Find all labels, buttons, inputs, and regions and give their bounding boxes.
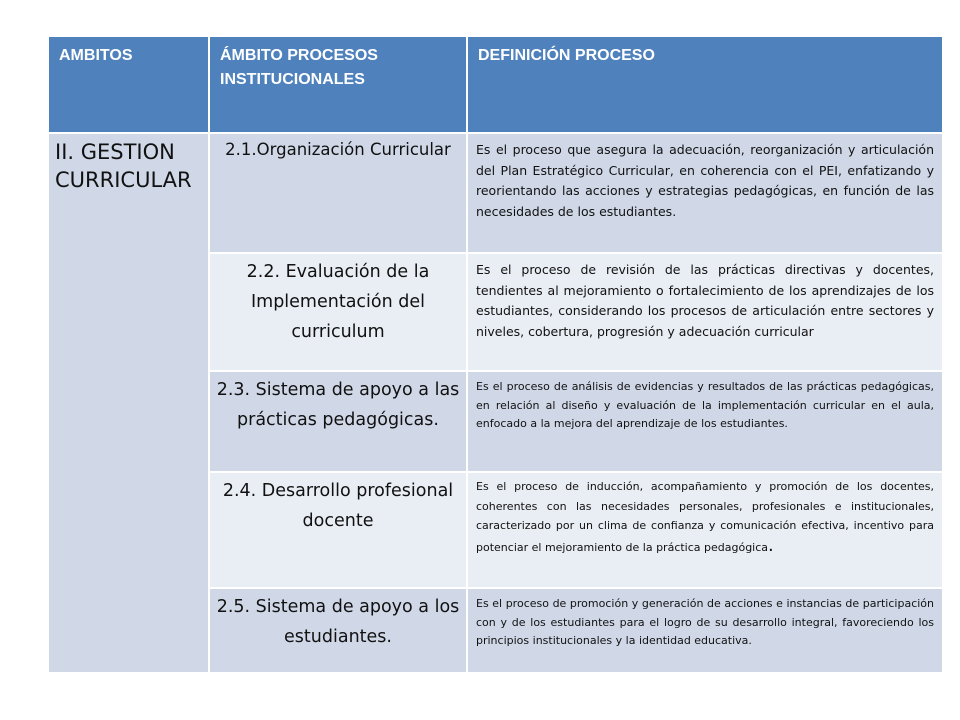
process-definition: Es el proceso de promoción y generación de acciones e instancias de participación con y de los estudiantes para el logro de su desarrollo integral, favoreciendo los principios institucionales y la identidad educativa. bbox=[467, 588, 943, 673]
process-name: 2.1.Organización Curricular bbox=[209, 133, 467, 253]
process-definition: Es el proceso que asegura la adecuación, reorganización y articulación del Plan Estratégico Curricular, en coherencia con el PEI, enfatizando y reorientando las acciones y estrategias pedagógicas, en función de las necesidades de los estudiantes. bbox=[467, 133, 943, 253]
table-header-row bbox=[48, 36, 943, 133]
ambito-gestion-curricular: II. GESTION CURRICULAR bbox=[48, 133, 209, 673]
definition-end-period: . bbox=[768, 534, 774, 556]
process-name: 2.5. Sistema de apoyo a los estudiantes. bbox=[209, 588, 467, 673]
header-ambito-procesos: ÁMBITO PROCESOS INSTITUCIONALES bbox=[209, 36, 467, 133]
process-name: 2.4. Desarrollo profesional docente bbox=[209, 472, 467, 588]
header-definicion-proceso: DEFINICIÓN PROCESO bbox=[467, 36, 943, 133]
process-name: 2.3. Sistema de apoyo a las prácticas pedagógicas. bbox=[209, 371, 467, 472]
process-definition bbox=[467, 472, 943, 588]
gestion-curricular-table bbox=[47, 35, 944, 674]
header-ambitos: AMBITOS bbox=[48, 36, 209, 133]
process-name: 2.2. Evaluación de la Implementación del curriculum bbox=[209, 253, 467, 371]
process-definition: Es el proceso de revisión de las prácticas directivas y docentes, tendientes al mejoramiento o fortalecimiento de los aprendizajes de los estudiantes, considerando los procesos de articulación entre sectores y niveles, cobertura, progresión y adecuación curricular bbox=[467, 253, 943, 371]
process-definition-text: Es el proceso de inducción, acompañamiento y promoción de los docentes, coherentes con las necesidades personales, profesionales e institucionales, caracterizado por un clima de confianza y comunicación efectiva, incentivo para potenciar el mejoramiento de la práctica pedagógica bbox=[476, 480, 934, 554]
table-row bbox=[48, 133, 943, 253]
process-definition: Es el proceso de análisis de evidencias y resultados de las prácticas pedagógicas, en relación al diseño y evaluación de la implementación curricular en el aula, enfocado a la mejora del aprendizaje de los estudiantes. bbox=[467, 371, 943, 472]
